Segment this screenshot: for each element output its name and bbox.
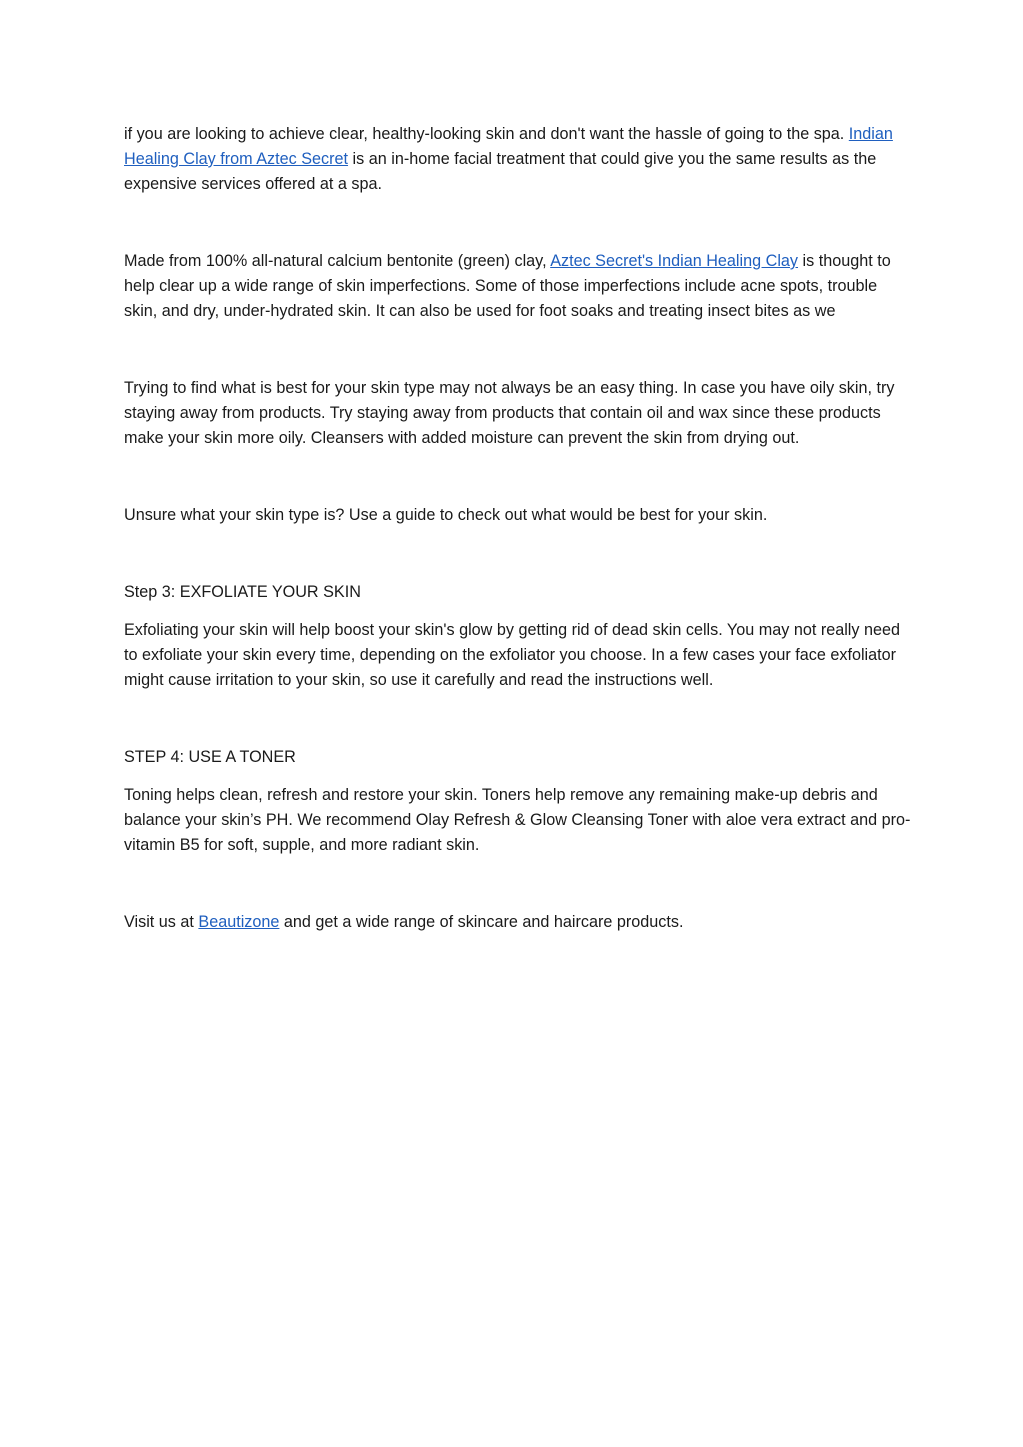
step4-heading: STEP 4: USE A TONER — [124, 748, 296, 766]
step3-heading: Step 3: EXFOLIATE YOUR SKIN — [124, 583, 361, 601]
clay-text-before: Made from 100% all-natural calcium bentonite (green) clay, — [124, 252, 551, 270]
beautizone-link[interactable]: Beautizone — [198, 913, 280, 931]
visit-paragraph — [124, 910, 914, 935]
aztec-secret-link[interactable]: Aztec Secret's Indian Healing Clay — [550, 252, 799, 270]
visit-text-after: and get a wide range of skincare and haircare products. — [279, 913, 684, 931]
toner-paragraph: Toning helps clean, refresh and restore your skin. Toners help remove any remaining make-up debris and balance your skin’s PH. We recommend Olay Refresh & Glow Cleansing Toner with aloe vera extract and pro-vitamin B5 for soft, supple, and more radiant skin. — [124, 786, 911, 854]
indian-healing-clay-link[interactable]: Indian Healing Clay from Aztec Secret — [124, 125, 893, 168]
skin-type-paragraph: Trying to find what is best for your skin type may not always be an easy thing. In case you have oily skin, try staying away from products. Try staying away from products that contain oil and wax since these products make your skin more oily. Cleansers with added moisture can prevent the skin from drying out. — [124, 379, 895, 447]
visit-text-before: Visit us at — [124, 913, 199, 931]
skin-guide-paragraph: Unsure what your skin type is? Use a guide to check out what would be best for your skin. — [124, 506, 768, 524]
intro-text-before: if you are looking to achieve clear, healthy-looking skin and don't want the hassle of going to the spa. — [124, 125, 849, 143]
clay-paragraph — [124, 249, 914, 324]
clay-text-after: is thought to help clear up a wide range of skin imperfections. Some of those imperfections include acne spots, trouble skin, and dry, under-hydrated skin. It can also be used for foot soaks and treating insect bites as we — [124, 252, 891, 320]
exfoliate-paragraph: Exfoliating your skin will help boost your skin's glow by getting rid of dead skin cells. You may not really need to exfoliate your skin every time, depending on the exfoliator you choose. In a few cases your face exfoliator might cause irritation to your skin, so use it carefully and read the instructions well. — [124, 621, 901, 689]
intro-paragraph — [124, 122, 914, 197]
document-page — [124, 122, 914, 935]
intro-text-after: is an in-home facial treatment that could give you the same results as the expensive services offered at a spa. — [124, 150, 877, 193]
